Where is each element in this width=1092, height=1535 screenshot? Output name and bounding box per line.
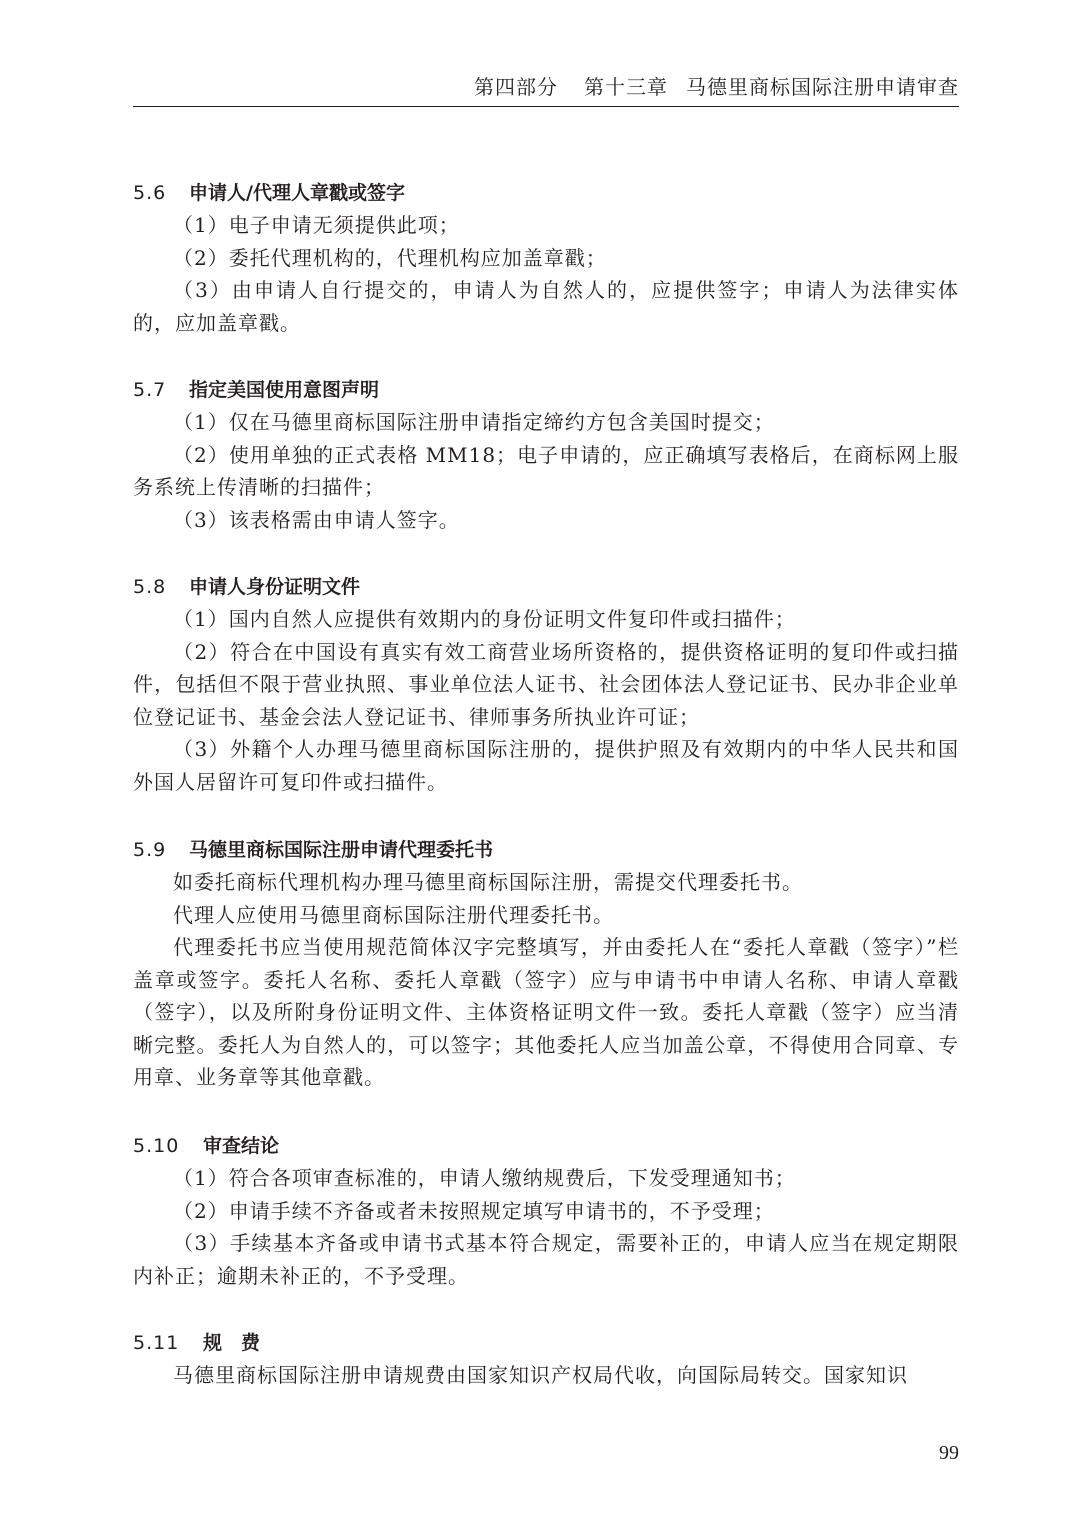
section-5-7 xyxy=(133,374,959,536)
section-number: 5.8 xyxy=(133,576,167,598)
section-number: 5.7 xyxy=(133,379,167,401)
paragraph: （3）该表格需由申请人签字。 xyxy=(173,507,460,532)
header-title: 马德里商标国际注册申请审查 xyxy=(686,75,959,99)
section-number: 5.6 xyxy=(133,182,167,204)
section-5-8 xyxy=(133,571,959,798)
section-number: 5.10 xyxy=(133,1135,180,1157)
section-5-10 xyxy=(133,1130,959,1292)
section-heading xyxy=(133,1130,959,1162)
section-number: 5.9 xyxy=(133,839,167,861)
running-header xyxy=(133,74,959,100)
paragraph: （3）手续基本齐备或申请书式基本符合规定，需要补正的，申请人应当在规定期限内补正；逾期未补正的，不予受理。 xyxy=(133,1231,959,1288)
section-title: 申请人身份证明文件 xyxy=(189,576,361,598)
paragraph: 代理人应使用马德里商标国际注册代理委托书。 xyxy=(173,902,614,927)
section-5-11 xyxy=(133,1327,959,1392)
section-heading xyxy=(133,834,959,866)
paragraph: （2）使用单独的正式表格 MM18；电子申请的，应正确填写表格后，在商标网上服务系统上传清晰的扫描件； xyxy=(133,442,959,499)
paragraph: （2）符合在中国设有真实有效工商营业场所资格的，提供资格证明的复印件或扫描件，包括但不限于营业执照、事业单位法人证书、社会团体法人登记证书、民办非企业单位登记证书、基金会法人登记证书、律师事务所执业许可证； xyxy=(133,639,959,729)
page-number: 99 xyxy=(939,1442,959,1464)
section-heading xyxy=(133,374,959,406)
header-chapter: 第十三章 xyxy=(584,75,668,99)
section-heading xyxy=(133,571,959,603)
section-title: 规 费 xyxy=(203,1332,261,1354)
paragraph: 如委托商标代理机构办理马德里商标国际注册，需提交代理委托书。 xyxy=(173,870,803,894)
section-title: 指定美国使用意图声明 xyxy=(189,379,380,401)
paragraph: （1）电子申请无须提供此项； xyxy=(173,213,460,237)
header-rule xyxy=(133,106,959,107)
header-part: 第四部分 xyxy=(474,75,558,99)
paragraph: （3）外籍个人办理马德里商标国际注册的，提供护照及有效期内的中华人民共和国外国人居留许可复印件或扫描件。 xyxy=(133,737,959,794)
paragraph: （2）申请手续不齐备或者未按照规定填写申请书的，不予受理； xyxy=(173,1198,775,1223)
section-heading xyxy=(133,1327,959,1359)
paragraph: （1）国内自然人应提供有效期内的身份证明文件复印件或扫描件； xyxy=(173,607,796,631)
section-heading xyxy=(133,177,959,209)
section-title: 审查结论 xyxy=(203,1135,280,1157)
paragraph: 马德里商标国际注册申请规费由国家知识产权局代收，向国际局转交。国家知识 xyxy=(173,1363,908,1387)
paragraph: （2）委托代理机构的，代理机构应加盖章戳； xyxy=(173,245,607,270)
section-5-6 xyxy=(133,177,959,339)
paragraph: （3）由申请人自行提交的，申请人为自然人的，应提供签字；申请人为法律实体的，应加盖章戳。 xyxy=(133,278,959,335)
paragraph: 代理委托书应当使用规范简体汉字完整填写，并由委托人在“委托人章戳（签字）”栏盖章或签字。委托人名称、委托人章戳（签字）应与申请书中申请人名称、申请人章戳（签字），以及所附身份证明文件、主体资格证明文件一致。委托人章戳（签字）应当清晰完整。委托人为自然人的，可以签字；其他委托人应当加盖公章，不得使用合同章、专用章、业务章等其他章戳。 xyxy=(133,935,959,1089)
section-title: 申请人/代理人章戳或签字 xyxy=(189,182,405,204)
paragraph: （1）符合各项审查标准的，申请人缴纳规费后，下发受理通知书； xyxy=(173,1166,796,1190)
section-number: 5.11 xyxy=(133,1332,180,1354)
paragraph: （1）仅在马德里商标国际注册申请指定缔约方包含美国时提交； xyxy=(173,410,775,434)
section-5-9 xyxy=(133,834,959,1094)
section-title: 马德里商标国际注册申请代理委托书 xyxy=(189,839,494,861)
